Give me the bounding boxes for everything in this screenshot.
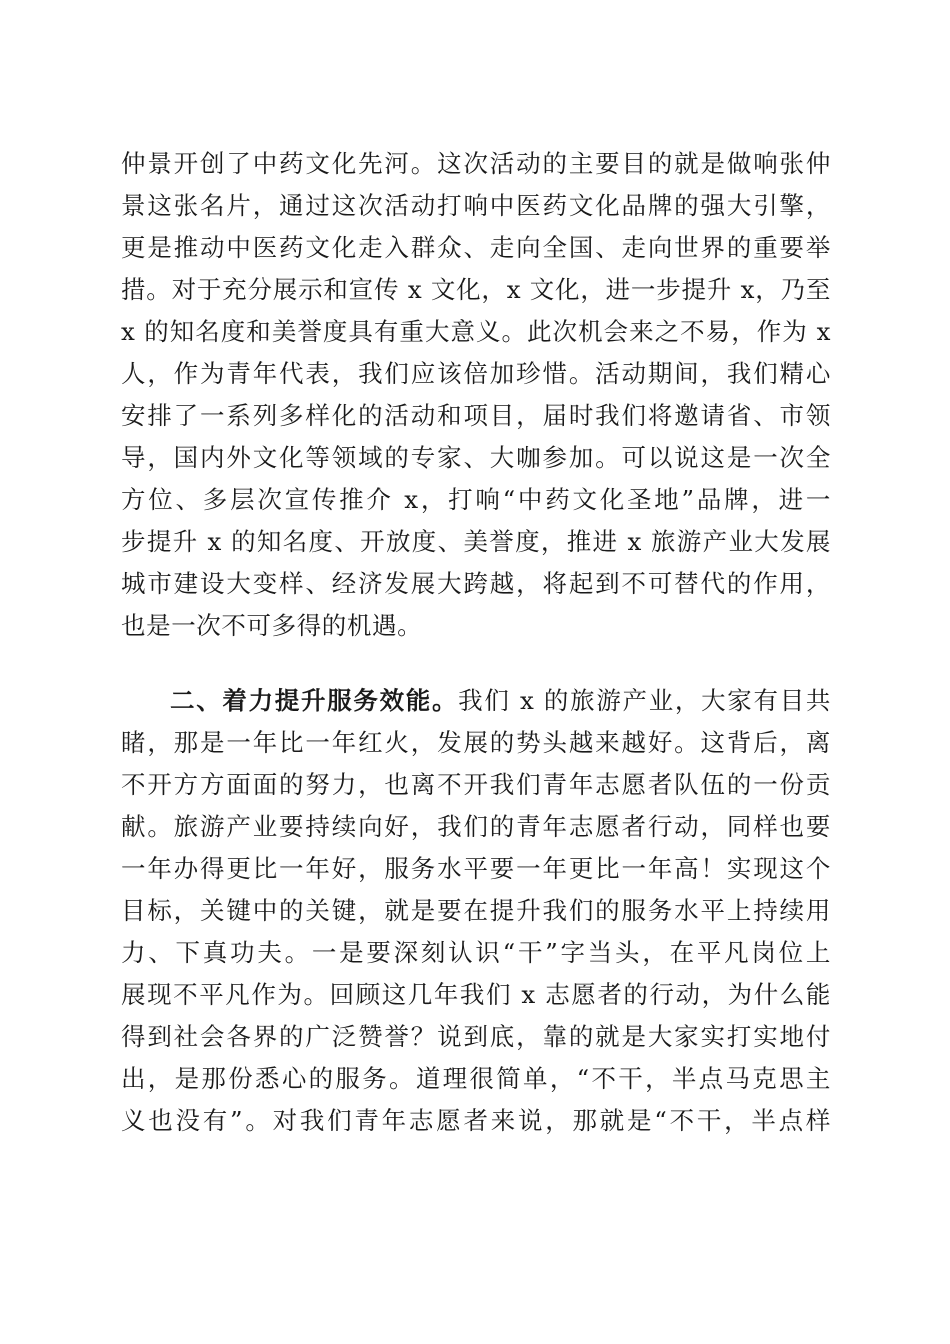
paragraph-line: 得到社会各界的广泛赞誉？说到底，靠的就是大家实打实地付 (121, 1022, 831, 1051)
section-heading: 二、着力提升服务效能。 (170, 686, 459, 715)
paragraph-line: 更是推动中医药文化走入群众、走向全国、走向世界的重要举 (121, 233, 831, 262)
paragraph-line: 方位、多层次宣传推介 x，打响“中药文化圣地”品牌，进一 (121, 485, 831, 514)
paragraph-text: 我们 x 的旅游产业，大家有目共 (458, 686, 831, 715)
paragraph-line: 景这张名片，通过这次活动打响中医药文化品牌的强大引擎， (121, 191, 831, 220)
paragraph-line: 一年办得更比一年好，服务水平要一年更比一年高！实现这个 (121, 854, 831, 883)
paragraph-line: 献。旅游产业要持续向好，我们的青年志愿者行动，同样也要 (121, 812, 831, 841)
paragraph-line: 安排了一系列多样化的活动和项目，届时我们将邀请省、市领 (121, 401, 831, 430)
paragraph-line: 措。对于充分展示和宣传 x 文化，x 文化，进一步提升 x，乃至 (121, 275, 831, 304)
paragraph-line: 步提升 x 的知名度、开放度、美誉度，推进 x 旅游产业大发展 (121, 527, 831, 556)
paragraph-line: 也是一次不可多得的机遇。 (121, 611, 423, 640)
paragraph-1 (121, 143, 831, 647)
paragraph-line: x 的知名度和美誉度具有重大意义。此次机会来之不易，作为 x (121, 317, 831, 346)
paragraph-line: 导，国内外文化等领域的专家、大咖参加。可以说这是一次全 (121, 443, 831, 472)
paragraph-line: 睹，那是一年比一年红火，发展的势头越来越好。这背后，离 (121, 728, 831, 757)
paragraph-line: 仲景开创了中药文化先河。这次活动的主要目的就是做响张仲 (121, 149, 831, 178)
paragraph-line: 人，作为青年代表，我们应该倍加珍惜。活动期间，我们精心 (121, 359, 831, 388)
paragraph-line: 城市建设大变样、经济发展大跨越，将起到不可替代的作用， (121, 569, 831, 598)
paragraph-line: 力、下真功夫。一是要深刻认识“干”字当头，在平凡岗位上 (121, 938, 831, 967)
paragraph-line: 目标，关键中的关键，就是要在提升我们的服务水平上持续用 (121, 896, 831, 925)
paragraph-line: 展现不平凡作为。回顾这几年我们 x 志愿者的行动，为什么能 (121, 980, 831, 1009)
paragraph-first-line (121, 680, 831, 722)
paragraph-line: 义也没有”。对我们青年志愿者来说，那就是“不干，半点样 (121, 1106, 831, 1135)
paragraph-2 (121, 680, 831, 1142)
paragraph-line: 不开方方面面的努力，也离不开我们青年志愿者队伍的一份贡 (121, 770, 831, 799)
paragraph-line: 出，是那份悉心的服务。道理很简单，“不干，半点马克思主 (121, 1064, 831, 1093)
